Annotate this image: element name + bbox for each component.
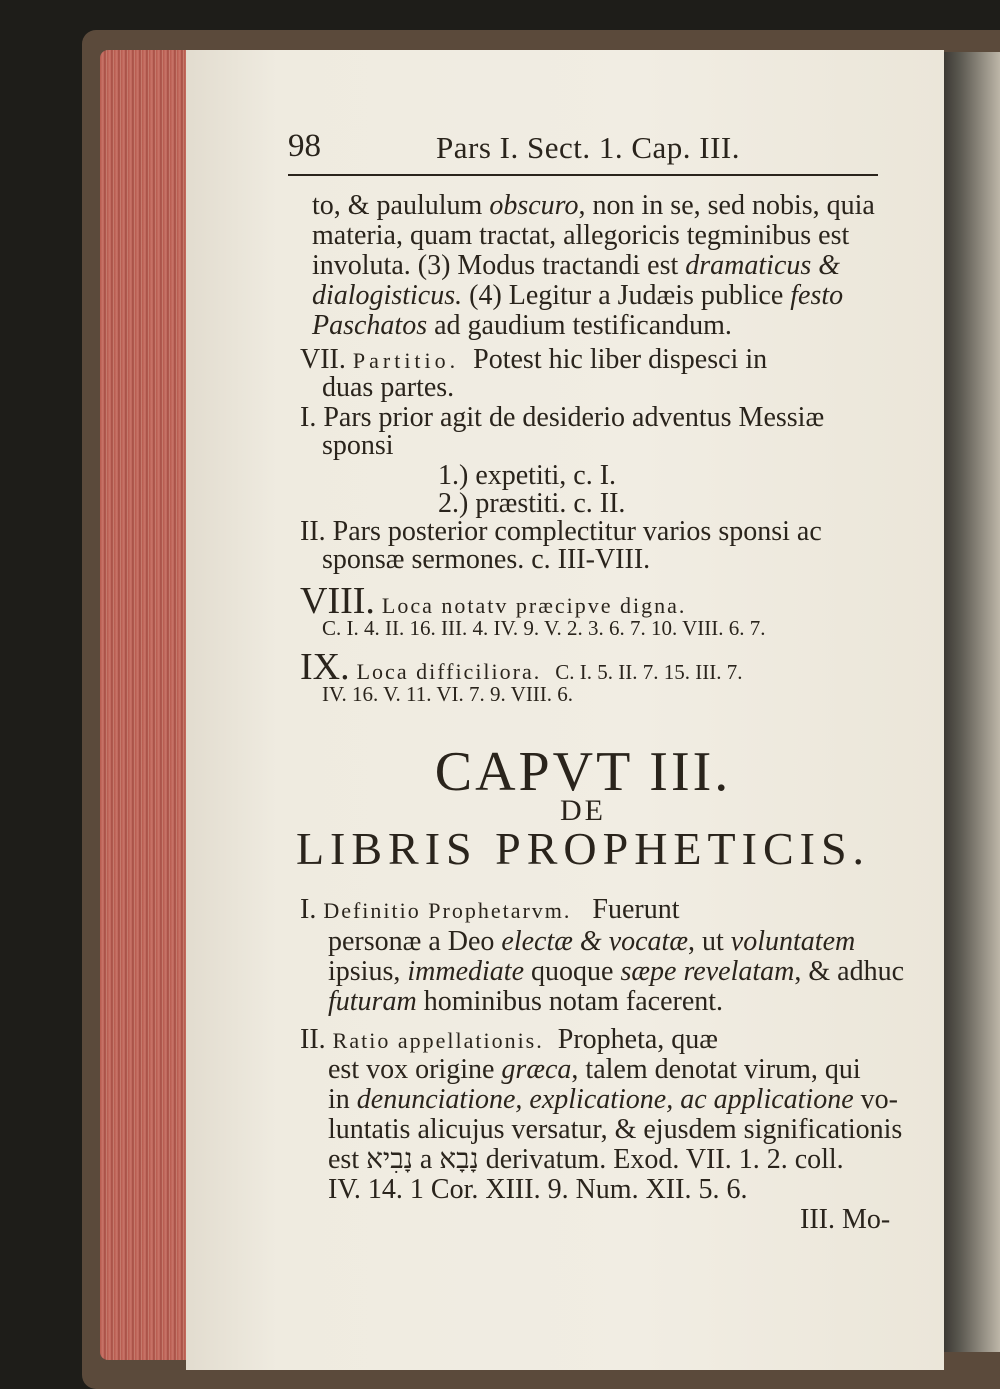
text-line: luntatis alicujus versatur, & ejusdem significationis	[328, 1114, 903, 1145]
header-rule	[288, 174, 878, 176]
running-head-title: Pars I. Sect. 1. Cap. III.	[436, 130, 740, 165]
running-header	[288, 128, 878, 178]
chapter-de: DE	[560, 794, 606, 827]
list-item: 1.) expetiti, c. I.	[438, 460, 617, 491]
section-heading: II. Ratio appellationis. Propheta, quæ	[300, 1024, 718, 1055]
text-line: est נָבִיא a נָבָא derivatum. Exod. VII. 1. 2. coll.	[328, 1144, 844, 1175]
section-heading: I. Definitio Prophetarvm. Fuerunt	[300, 894, 680, 925]
text-line: II. Pars posterior complectitur varios sponsi ac	[300, 516, 822, 547]
page-number: 98	[288, 128, 321, 164]
text-line: Paschatos ad gaudium testificandum.	[312, 310, 732, 341]
text-line: IV. 14. 1 Cor. XIII. 9. Num. XII. 5. 6.	[328, 1174, 748, 1205]
text-line: sponsæ sermones. c. III-VIII.	[322, 544, 651, 575]
facing-page-edge	[944, 52, 1000, 1352]
text-line: materia, quam tractat, allegoricis tegminibus est	[312, 220, 850, 251]
section-heading: VIII. Loca notatv præcipve digna.	[300, 580, 687, 622]
section-heading: IX. Loca difficiliora. C. I. 5. II. 7. 15. III. 7.	[300, 646, 743, 688]
text-line: est vox origine græca, talem denotat virum, qui	[328, 1054, 861, 1085]
section-heading: VII. Partitio. Potest hic liber dispesci in	[300, 344, 768, 375]
text-line: in denunciatione, explicatione, ac applicatione vo-	[328, 1084, 898, 1115]
page-edges	[100, 50, 192, 1360]
chapter-subtitle: LIBRIS PROPHETICIS.	[295, 823, 871, 874]
text-line: duas partes.	[322, 372, 455, 403]
text-line: involuta. (3) Modus tractandi est dramaticus &	[312, 250, 841, 281]
text-line: personæ a Deo electæ & vocatæ, ut voluntatem	[328, 926, 856, 957]
chapter-title: CAPVT III.	[434, 741, 732, 803]
list-item: 2.) præstiti. c. II.	[438, 488, 626, 519]
text-line: futuram hominibus notam facerent.	[328, 986, 724, 1017]
text-line: I. Pars prior agit de desiderio adventus Messiæ	[300, 402, 825, 433]
text-line: sponsi	[322, 430, 394, 461]
text-line: ipsius, immediate quoque sæpe revelatam, & adhuc	[328, 956, 904, 987]
text-line: to, & paululum obscuro, non in se, sed nobis, quia	[312, 190, 875, 221]
text-line: dialogisticus. (4) Legitur a Judæis publice festo	[312, 280, 844, 311]
reference-list: IV. 16. V. 11. VI. 7. 9. VIII. 6.	[322, 682, 574, 706]
catchword: III. Mo-	[800, 1204, 891, 1235]
reference-list: C. I. 4. II. 16. III. 4. IV. 9. V. 2. 3. 6. 7. 10. VIII. 6. 7.	[322, 616, 766, 640]
